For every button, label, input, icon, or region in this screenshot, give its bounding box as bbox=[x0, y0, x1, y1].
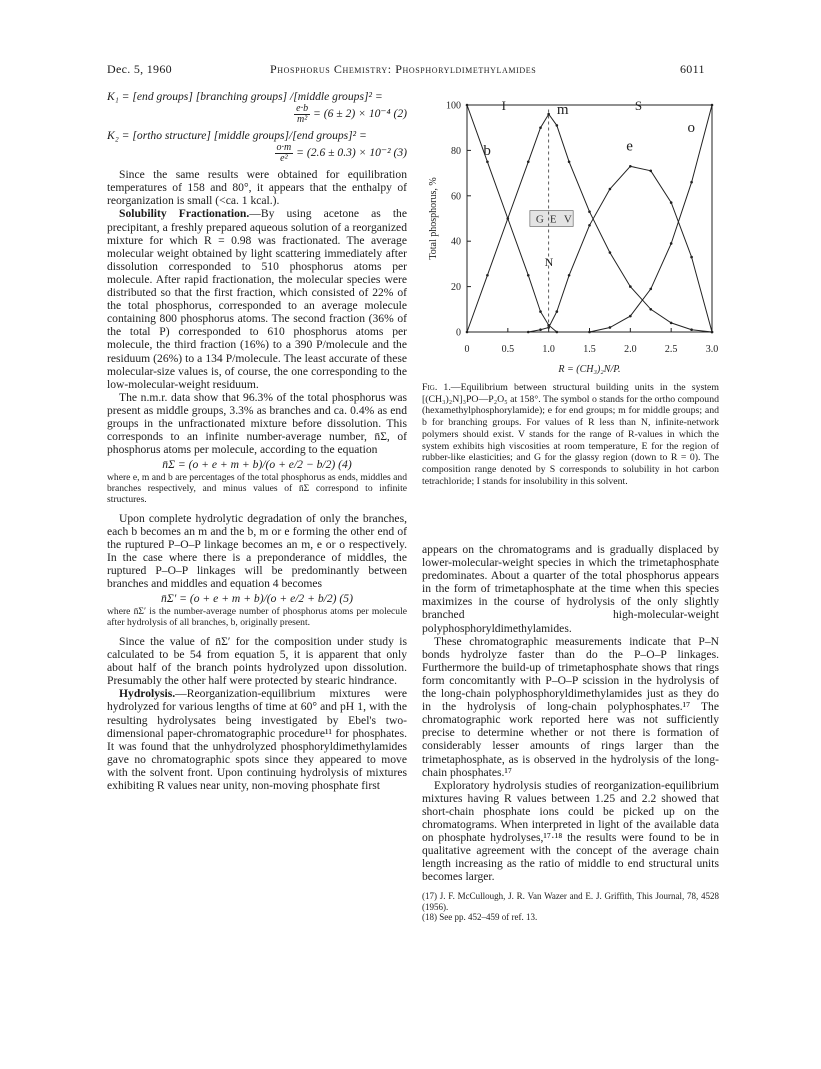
series-label-m: m bbox=[556, 102, 569, 119]
y-tick-label: 0 bbox=[456, 327, 461, 339]
paragraph-solubility bbox=[107, 207, 407, 390]
x-tick-label: 1.0 bbox=[542, 344, 555, 355]
equation-3-value: = (2.6 ± 0.3) × 10⁻² (3) bbox=[296, 146, 407, 160]
y-axis-label: Total phosphorus, % bbox=[428, 177, 439, 260]
data-point-b bbox=[556, 331, 559, 334]
equation-5: n̄Σ′ = (o + e + m + b)/(o + e/2 + b/2) (5) bbox=[161, 592, 353, 606]
equation-5-note: where n̄Σ′ is the number-average number of phosphorus atoms per molecule after hydrolysis of all branches, b, originally present. bbox=[107, 606, 407, 629]
figure-caption-text: —Equilibrium between structural building units in the system [(CH₃)₂N]₃PO—P₂O₅ at 158°. The symbol o stands for the ortho compound (hexamethylphosphorylamide); e for end groups; m for middle groups; and b for branching groups. For values of R less than N, infinite-network polymers should exist. V stands for the range of R-values in which the system exhibits high viscosities at room temperature, E for the region of rubber-like elasticities; and G for the glassy region (down to R = 0). The composition range denoted by S corresponds to solubility in hot carbon tetrachloride; I stands for insolubility in this solvent. bbox=[422, 382, 720, 487]
equation-3-fraction bbox=[275, 143, 294, 164]
data-point-m bbox=[466, 331, 469, 334]
paragraph-branch-points: Since the value of n̄Σ′ for the composition under study is calculated to be 54 from equation 5, it is apparent that only about half of the branch points hydrolyzed upon dissolution. Presumably the other half were protected by stearic hindrance. bbox=[107, 634, 407, 688]
series-label-e: e bbox=[626, 138, 633, 155]
data-point-e bbox=[649, 170, 652, 173]
data-point-e bbox=[539, 328, 542, 331]
data-point-m bbox=[507, 217, 510, 220]
y-tick-label: 40 bbox=[451, 236, 461, 248]
data-point-b bbox=[539, 310, 542, 313]
paragraph-hydrolysis-body: —Reorganization-equilibrium mixtures were hydrolyzed for various lengths of time at 60° and pH 1, with the resulting hydrolysates being investigated by Ebel's two-dimensional paper-chromatographic procedure¹¹ for phosphates. It was found that the unhydrolyzed phosphoryldimethylamides gave no chromatographic spots since they appeared to move with the solvent front. Upon continuing hydrolysis of mixtures exhibiting R values near unity, non-moving phosphate first bbox=[107, 687, 407, 793]
data-point-o bbox=[690, 181, 693, 184]
references bbox=[422, 891, 719, 923]
left-column bbox=[107, 90, 407, 792]
paragraph-pn-bonds: These chromatographic measurements indicate that P–N bonds hydrolyze faster than do the P–O–P linkages. Furthermore the build-up of trimetaphosphate shows that rings form concomitantly with P–O–P scission in the hydrolysis of the long-chain polyphosphoryldimethylamides just as they do in the hydrolysis of long-chain polyphosphates.¹⁷ The chromatographic work reported here was not sufficiently precise to determine whether or not there is formation of considerably lesser amounts of rings larger than the trimetaphosphate, as is observed in the hydrolysis of the long-chain phosphates.¹⁷ bbox=[422, 634, 719, 779]
paragraph-solubility-body: —By using acetone as the precipitant, a freshly prepared aqueous solution of a reorganized mixture for which R = 0.98 was fractionated. The average molecular weight obtained by light scattering immediately after dissolution corresponded to 510 phosphorus atoms per molecule. After rapid fractionation, the molecular species were distributed so that the first fraction, which consisted of 22% of the total phosphorus, corresponded to an average molecule containing 800 phosphorus atoms. The second fraction (36% of the total P) corresponded to 610 phosphorus atoms per molecule, the third fraction (16%) to a 390 P/molecule and the residuum (26%) to a 134 P/molecule. The least accurate of these molecular-size values is, of course, the one corresponding to the low-molecular-weight residuum. bbox=[107, 207, 408, 391]
N-label: N bbox=[544, 255, 554, 270]
data-point-m bbox=[539, 126, 542, 129]
x-tick-label: 1.5 bbox=[583, 344, 596, 355]
data-point-o bbox=[588, 331, 591, 334]
x-tick-label: 2.5 bbox=[664, 344, 678, 355]
data-point-o bbox=[670, 242, 673, 245]
data-point-m bbox=[588, 210, 591, 213]
data-point-e bbox=[670, 201, 673, 204]
fraction-denominator: m² bbox=[297, 114, 308, 126]
series-line-m bbox=[467, 114, 712, 332]
x-tick-label: 2.0 bbox=[624, 344, 637, 355]
reference-17: (17) J. F. McCullough, J. R. Van Wazer and E. J. Griffith, This Journal, 78, 4528 (1956). bbox=[422, 891, 719, 912]
equation-2-value: = (6 ± 2) × 10⁻⁴ (2) bbox=[313, 107, 407, 121]
data-point-m bbox=[670, 322, 673, 325]
y-tick-label: 20 bbox=[451, 282, 461, 294]
x-tick-label: 3.0 bbox=[705, 344, 719, 355]
data-point-b bbox=[466, 104, 469, 107]
y-tick-label: 80 bbox=[451, 145, 461, 157]
equation-4-note: where e, m and b are percentages of the total phosphorus as ends, middles and branches respectively, and minus values of n̄Σ correspond to infinite structures. bbox=[107, 472, 407, 505]
paragraph-hydrolysis bbox=[107, 687, 407, 792]
x-tick-label: 0.5 bbox=[501, 344, 515, 355]
y-tick-label: 100 bbox=[446, 100, 461, 112]
x-tick-label: 0 bbox=[464, 344, 470, 355]
paragraph-chromatograms: appears on the chromatograms and is gradually displaced by lower-molecular-weight species in which the trimetaphosphate predominates. About a quarter of the total phosphorus appears in the form of trimetaphosphate at the time when this species maximizes in the course of hydrolysis of the only slightly branched high-molecular-weight polyphosphoryldimethylamides. bbox=[422, 543, 719, 635]
data-point-e bbox=[629, 165, 632, 168]
data-point-o bbox=[629, 315, 632, 318]
page-number: 6011 bbox=[680, 62, 705, 76]
region-label-V: V bbox=[563, 213, 572, 226]
data-point-e bbox=[568, 274, 571, 277]
section-heading-solubility: Solubility Fractionation. bbox=[119, 207, 250, 221]
series-label-o: o bbox=[687, 120, 695, 137]
data-point-m bbox=[556, 124, 559, 127]
fraction-numerator: e·b bbox=[296, 103, 309, 115]
data-point-o bbox=[609, 326, 612, 329]
equation-3 bbox=[107, 143, 407, 164]
region-label-E: E bbox=[549, 213, 557, 226]
data-point-e bbox=[609, 188, 612, 191]
data-point-b bbox=[486, 160, 489, 163]
paragraph-hydrolytic-degradation: Upon complete hydrolytic degradation of only the branches, each b becomes an m and the b, m or e forming the other end of the ruptured P–O–P linkage becomes an m, e or o respectively. In the case where there is a preponderance of middles, the ruptured P–O–P linkages will be predominantly between branches and middles and equation 4 becomes bbox=[107, 511, 407, 591]
x-axis-label: R = (CH₃)₂N/P. bbox=[558, 364, 621, 375]
region-label-G: G bbox=[535, 213, 544, 226]
data-point-m bbox=[527, 160, 530, 163]
figure-1-chart bbox=[422, 90, 722, 375]
y-tick-label: 60 bbox=[451, 191, 461, 203]
data-point-o bbox=[649, 288, 652, 291]
data-point-m bbox=[486, 274, 489, 277]
equation-2 bbox=[107, 104, 407, 125]
header-title: Phosphorus Chemistry: Phosphoryldimethylamides bbox=[270, 62, 537, 76]
equation-2-fraction bbox=[294, 104, 310, 125]
series-line-o bbox=[590, 105, 713, 332]
data-point-m bbox=[690, 328, 693, 331]
data-point-o bbox=[711, 104, 714, 107]
fraction-denominator: e² bbox=[280, 153, 288, 165]
section-heading-hydrolysis: Hydrolysis. bbox=[119, 687, 176, 701]
series-line-e bbox=[528, 166, 712, 332]
reference-18: (18) See pp. 452–459 of ref. 13. bbox=[422, 912, 538, 923]
paragraph-enthalpy: Since the same results were obtained for equilibration temperatures of 158 and 80°, it appears that the enthalpy of reorganization is small (<ca. 1 kcal.). bbox=[107, 168, 407, 208]
right-column bbox=[422, 543, 719, 923]
data-point-b bbox=[527, 274, 530, 277]
data-point-m bbox=[609, 251, 612, 254]
data-point-e bbox=[556, 310, 559, 313]
equation-k1-line: K₁ = [end groups] [branching groups] /[middle groups]² = bbox=[107, 90, 383, 103]
data-point-e bbox=[690, 256, 693, 259]
fraction-numerator: o·m bbox=[276, 142, 292, 154]
equation-k2-line: K₂ = [ortho structure] [middle groups]/[end groups]² = bbox=[107, 129, 367, 143]
paragraph-nmr: The n.m.r. data show that 96.3% of the total phosphorus was present as middle groups, 3.3% as branches and ca. 0.4% as end groups in the unfractionated mixture before dissolution. This corresponds to an infinite number-average number, n̄Σ, of phosphorus atoms per molecule, according to the equation bbox=[107, 390, 407, 457]
data-point-e bbox=[711, 331, 714, 334]
data-point-m bbox=[568, 160, 571, 163]
figure-caption bbox=[422, 382, 719, 487]
range-label-S: S bbox=[634, 98, 643, 113]
series-label-b: b bbox=[483, 142, 491, 159]
data-point-m bbox=[649, 308, 652, 311]
header-date: Dec. 5, 1960 bbox=[107, 62, 172, 76]
figure-label: Fig. 1. bbox=[422, 382, 451, 393]
equation-4: n̄Σ = (o + e + m + b)/(o + e/2 − b/2) (4) bbox=[162, 458, 352, 472]
data-point-m bbox=[629, 285, 632, 288]
paragraph-exploratory: Exploratory hydrolysis studies of reorganization-equilibrium mixtures having R values between 1.25 and 2.2 showed that short-chain phosphate ions could be picked up on the chromatograms. When interpreted in light of the available data on phosphate hydrolyses,¹⁷·¹⁸ the results were found to be in qualitative agreement with the concept of the average chain length increasing as the ratio of middle to end structural units becomes larger. bbox=[422, 778, 719, 884]
data-point-m bbox=[547, 113, 550, 116]
data-point-e bbox=[527, 331, 530, 334]
data-point-e bbox=[588, 224, 591, 227]
range-label-I: I bbox=[501, 98, 506, 113]
